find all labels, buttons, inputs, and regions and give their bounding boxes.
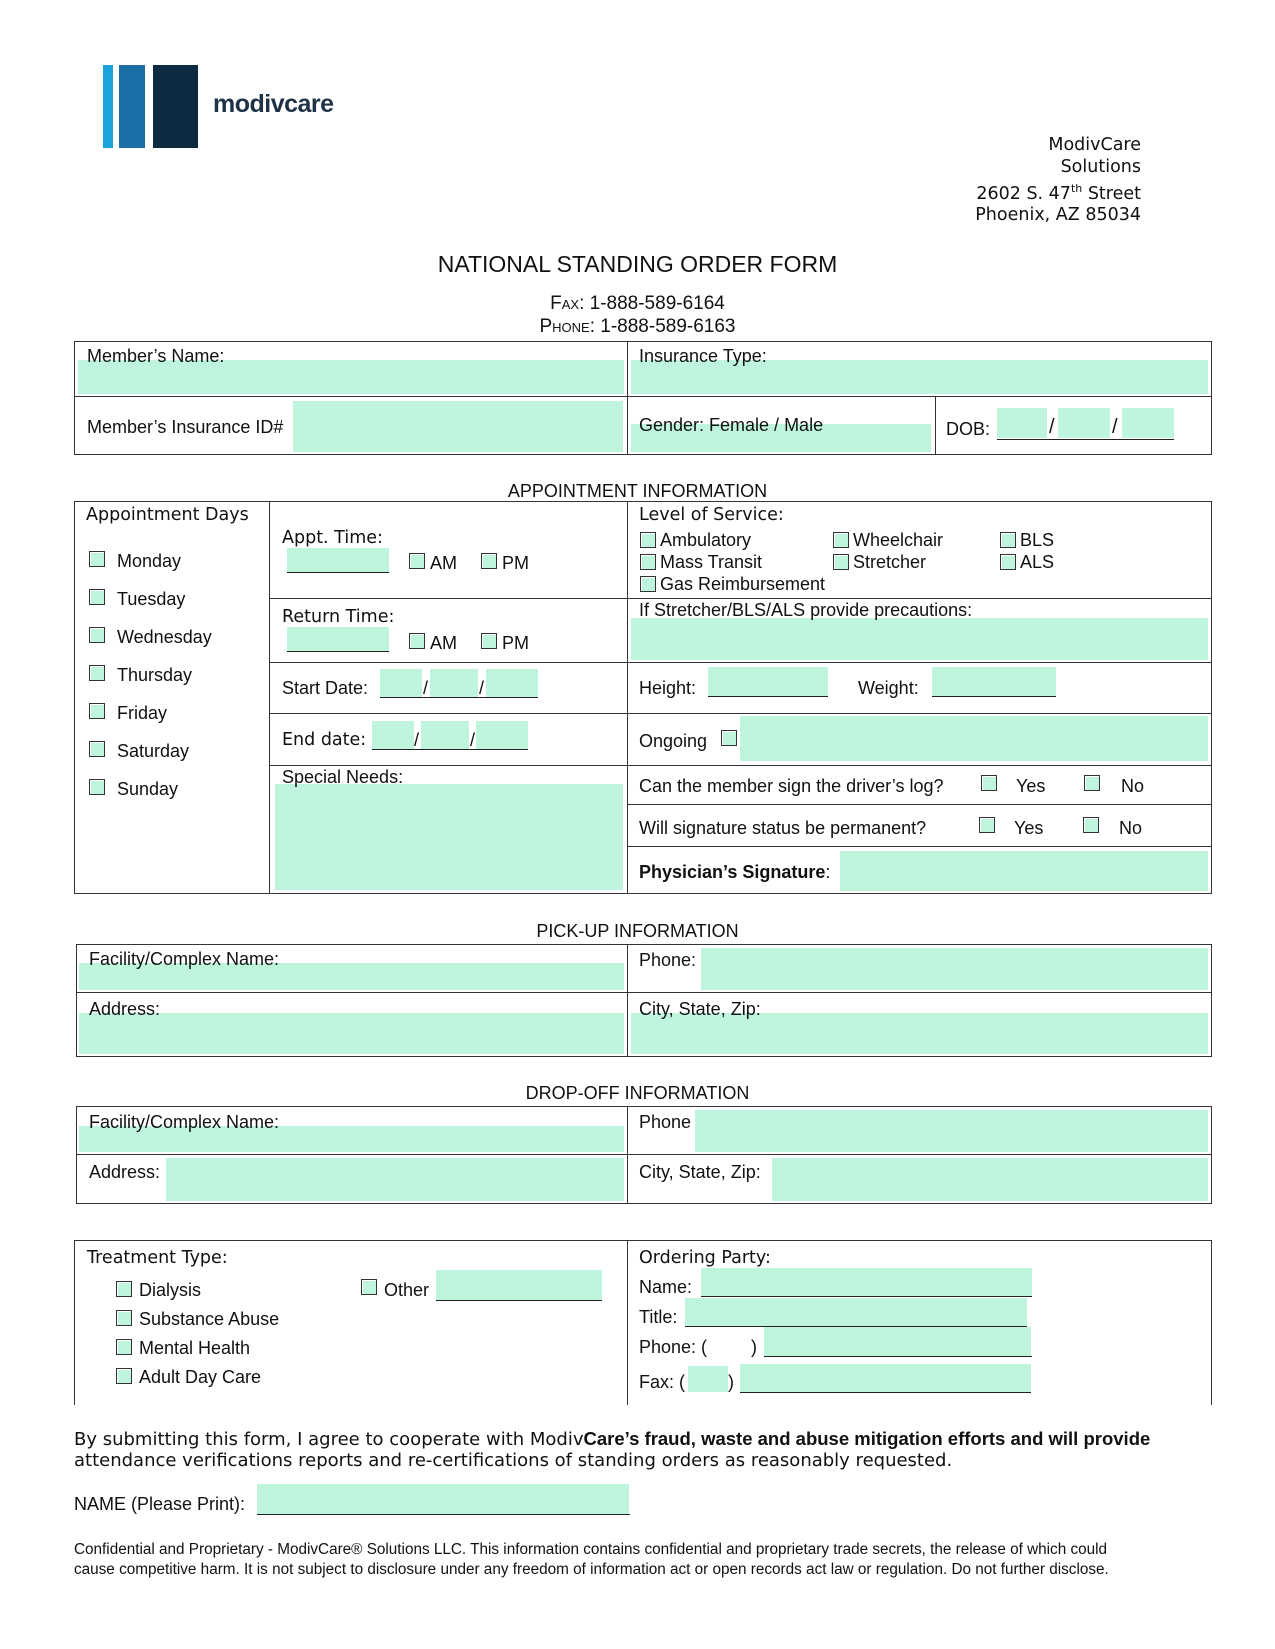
- adult-day-care-checkbox[interactable]: [116, 1368, 132, 1384]
- return-time-label: Return Time:: [282, 607, 395, 627]
- return-am-checkbox[interactable]: [409, 633, 425, 649]
- appt-am-checkbox[interactable]: [409, 553, 425, 569]
- substance-abuse-label: Substance Abuse: [139, 1309, 280, 1329]
- wheelchair-checkbox[interactable]: [833, 532, 849, 548]
- divider: [269, 598, 1212, 599]
- sunday-label: Sunday: [117, 779, 179, 799]
- dob-day-field[interactable]: [1058, 408, 1110, 438]
- ordering-phone-paren: ): [751, 1337, 757, 1357]
- dropoff-section-title: DROP-OFF INFORMATION: [525, 1083, 750, 1103]
- start-month-field[interactable]: [380, 669, 422, 697]
- sign-log-no-label: No: [1121, 776, 1145, 796]
- agreement-text-line2: attendance verifications reports and re-certifications of standing orders as reasonably requested.: [74, 1450, 953, 1471]
- print-name-label: NAME (Please Print):: [74, 1494, 246, 1514]
- start-date-underline: [380, 697, 538, 698]
- physician-signature-field[interactable]: [840, 851, 1208, 891]
- ordering-phone-label: Phone: (: [639, 1337, 708, 1357]
- sunday-checkbox[interactable]: [89, 779, 105, 795]
- company-address: [975, 135, 1141, 227]
- pickup-phone-label: Phone:: [639, 950, 697, 970]
- date-slash: /: [423, 678, 429, 698]
- dropoff-address-label: Address:: [89, 1162, 161, 1182]
- weight-underline: [932, 696, 1056, 697]
- precautions-label: If Stretcher/BLS/ALS provide precautions:: [639, 600, 973, 620]
- divider: [627, 944, 628, 1057]
- phone-line: Phone: 1-888-589-6163: [539, 316, 736, 337]
- logo-bar-light: [103, 65, 113, 148]
- physician-signature-label: Physician’s Signature:: [639, 862, 831, 882]
- address-line-2: Solutions: [1060, 156, 1141, 177]
- sign-log-no-checkbox[interactable]: [1084, 775, 1100, 791]
- substance-abuse-checkbox[interactable]: [116, 1310, 132, 1326]
- permanent-no-checkbox[interactable]: [1083, 817, 1099, 833]
- bls-checkbox[interactable]: [1000, 532, 1016, 548]
- print-name-field[interactable]: [257, 1484, 629, 1514]
- ongoing-label: Ongoing: [639, 731, 708, 751]
- special-needs-label: Special Needs:: [282, 767, 404, 787]
- dropoff-address-field[interactable]: [166, 1158, 624, 1201]
- appt-pm-label: PM: [502, 553, 529, 573]
- divider: [935, 396, 936, 455]
- height-underline: [708, 696, 828, 697]
- ordering-fax-label: Fax: (: [639, 1372, 686, 1392]
- dropoff-facility-label: Facility/Complex Name:: [89, 1112, 280, 1132]
- ordering-phone-field[interactable]: [764, 1327, 1031, 1356]
- divider: [269, 501, 270, 894]
- dialysis-label: Dialysis: [139, 1280, 202, 1300]
- friday-checkbox[interactable]: [89, 703, 105, 719]
- agreement-text-line1: By submitting this form, I agree to cooperate with ModivCare’s fraud, waste and abuse mitigation efforts and will provide: [74, 1428, 1151, 1450]
- logo-bar-dark: [153, 65, 198, 148]
- ordering-title-label: Title:: [639, 1307, 678, 1327]
- dialysis-checkbox[interactable]: [116, 1281, 132, 1297]
- dob-month-field[interactable]: [997, 408, 1047, 438]
- ambulatory-label: Ambulatory: [660, 530, 752, 550]
- height-field[interactable]: [708, 667, 828, 696]
- start-date-label: Start Date:: [282, 678, 369, 698]
- dropoff-phone-field[interactable]: [695, 1110, 1208, 1152]
- divider: [627, 341, 628, 455]
- divider: [269, 765, 1212, 766]
- company-logo: [103, 65, 198, 148]
- return-time-underline: [287, 651, 389, 652]
- end-date-label: End date:: [282, 730, 367, 750]
- permanent-no-label: No: [1119, 818, 1143, 838]
- return-time-field[interactable]: [287, 627, 389, 651]
- divider: [627, 1240, 628, 1405]
- ordering-fax-area-field[interactable]: [688, 1366, 728, 1392]
- ordering-name-label: Name:: [639, 1277, 693, 1297]
- other-underline: [436, 1300, 602, 1301]
- fax-line: Fax: 1-888-589-6164: [550, 293, 725, 314]
- mental-health-checkbox[interactable]: [116, 1339, 132, 1355]
- ordering-phone-underline: [764, 1356, 1032, 1357]
- pickup-phone-field[interactable]: [701, 948, 1208, 990]
- ordering-fax-underline: [740, 1392, 1031, 1393]
- wednesday-label: Wednesday: [117, 627, 212, 647]
- ambulatory-checkbox[interactable]: [640, 532, 656, 548]
- special-needs-field[interactable]: [275, 784, 623, 890]
- thursday-label: Thursday: [117, 665, 193, 685]
- insurance-type-label: Insurance Type:: [639, 346, 767, 366]
- ordering-name-underline: [701, 1296, 1032, 1297]
- ordering-party-label: Ordering Party:: [639, 1248, 771, 1268]
- als-checkbox[interactable]: [1000, 554, 1016, 570]
- dropoff-city-label: City, State, Zip:: [639, 1162, 761, 1182]
- divider: [627, 1106, 628, 1204]
- logo-bar-mid: [119, 65, 145, 148]
- pickup-address-field[interactable]: [79, 1013, 624, 1054]
- member-name-label: Member’s Name:: [87, 346, 225, 366]
- divider: [269, 713, 1212, 714]
- appointment-days-label: Appointment Days: [86, 505, 249, 525]
- appt-am-label: AM: [430, 553, 457, 573]
- weight-label: Weight:: [858, 678, 919, 698]
- address-line-1: ModivCare: [1048, 135, 1141, 155]
- address-line-4: Phoenix, AZ 85034: [975, 205, 1141, 226]
- divider: [76, 1154, 1212, 1155]
- insurance-id-label: Member’s Insurance ID#: [87, 417, 284, 437]
- dob-slash: /: [1112, 416, 1118, 438]
- pickup-city-field[interactable]: [631, 1013, 1208, 1054]
- thursday-checkbox[interactable]: [89, 665, 105, 681]
- divider: [627, 501, 628, 894]
- date-slash: /: [470, 730, 476, 750]
- insurance-id-field[interactable]: [293, 401, 623, 452]
- logo-text: modivcare: [213, 90, 334, 118]
- ordering-name-field[interactable]: [701, 1268, 1032, 1296]
- pickup-city-label: City, State, Zip:: [639, 999, 761, 1019]
- start-day-field[interactable]: [430, 669, 478, 697]
- dropoff-city-field[interactable]: [772, 1158, 1208, 1201]
- return-am-label: AM: [430, 633, 457, 653]
- mass-transit-checkbox[interactable]: [640, 554, 656, 570]
- permanent-yes-label: Yes: [1014, 818, 1044, 838]
- appt-time-field[interactable]: [287, 548, 389, 572]
- dob-slash: /: [1049, 416, 1055, 438]
- end-month-field[interactable]: [372, 721, 414, 749]
- other-field[interactable]: [436, 1270, 602, 1300]
- appt-pm-checkbox[interactable]: [481, 553, 497, 569]
- dob-year-field[interactable]: [1122, 408, 1174, 438]
- address-line-3: 2602 S. 47th Street: [976, 182, 1141, 204]
- permanent-question: Will signature status be permanent?: [639, 818, 927, 838]
- start-year-field[interactable]: [486, 669, 538, 697]
- divider: [627, 846, 1212, 847]
- bls-label: BLS: [1020, 530, 1055, 550]
- ongoing-field[interactable]: [740, 716, 1208, 761]
- divider: [76, 992, 1212, 993]
- ongoing-checkbox[interactable]: [721, 730, 737, 746]
- dob-label: DOB:: [946, 419, 991, 439]
- saturday-label: Saturday: [117, 741, 190, 761]
- return-pm-checkbox[interactable]: [481, 633, 497, 649]
- tuesday-checkbox[interactable]: [89, 589, 105, 605]
- mental-health-label: Mental Health: [139, 1338, 251, 1358]
- stretcher-label: Stretcher: [853, 552, 927, 572]
- pickup-address-label: Address:: [89, 999, 161, 1019]
- other-checkbox[interactable]: [361, 1279, 377, 1295]
- divider: [74, 396, 1212, 397]
- confidentiality-line1: Confidential and Proprietary - ModivCare® Solutions LLC. This information contains confidential and proprietary trade secrets, the release of which could: [74, 1541, 1108, 1558]
- level-of-service-label: Level of Service:: [639, 505, 784, 525]
- divider: [269, 662, 1212, 663]
- weight-field[interactable]: [932, 667, 1056, 696]
- ordering-fax-field[interactable]: [740, 1364, 1031, 1392]
- return-pm-label: PM: [502, 633, 529, 653]
- dropoff-phone-label: Phone: [639, 1112, 692, 1132]
- gender-label: Gender: Female / Male: [639, 415, 824, 435]
- date-slash: /: [479, 678, 485, 698]
- date-slash: /: [414, 730, 420, 750]
- height-label: Height:: [639, 678, 697, 698]
- permanent-yes-checkbox[interactable]: [979, 817, 995, 833]
- dob-underline: [997, 439, 1174, 440]
- monday-label: Monday: [117, 551, 182, 571]
- mass-transit-label: Mass Transit: [660, 552, 763, 572]
- gas-reimbursement-checkbox[interactable]: [640, 576, 656, 592]
- pickup-facility-label: Facility/Complex Name:: [89, 949, 280, 969]
- end-year-field[interactable]: [476, 721, 528, 749]
- end-day-field[interactable]: [421, 721, 469, 749]
- sign-log-yes-label: Yes: [1016, 776, 1046, 796]
- monday-checkbox[interactable]: [89, 551, 105, 567]
- sign-log-question: Can the member sign the driver’s log?: [639, 776, 944, 796]
- confidentiality-line2: cause competitive harm. It is not subject to disclosure under any freedom of information act or open records act law or regulation. Do not further disclose.: [74, 1561, 1109, 1578]
- appt-time-label: Appt. Time:: [282, 528, 383, 548]
- gas-reimbursement-label: Gas Reimbursement: [660, 574, 826, 594]
- stretcher-checkbox[interactable]: [833, 554, 849, 570]
- tuesday-label: Tuesday: [117, 589, 186, 609]
- treatment-type-label: Treatment Type:: [87, 1248, 228, 1268]
- print-name-underline: [257, 1514, 630, 1515]
- precautions-field[interactable]: [631, 618, 1208, 660]
- sign-log-yes-checkbox[interactable]: [981, 775, 997, 791]
- ordering-title-field[interactable]: [685, 1298, 1027, 1326]
- saturday-checkbox[interactable]: [89, 741, 105, 757]
- ordering-fax-paren: ): [728, 1372, 734, 1392]
- als-label: ALS: [1020, 552, 1055, 572]
- pickup-section-title: PICK-UP INFORMATION: [536, 921, 739, 941]
- friday-label: Friday: [117, 703, 168, 723]
- page-title: NATIONAL STANDING ORDER FORM: [437, 251, 838, 277]
- wednesday-checkbox[interactable]: [89, 627, 105, 643]
- appt-time-underline: [287, 572, 389, 573]
- other-label: Other: [384, 1280, 430, 1300]
- appointment-section-title: APPOINTMENT INFORMATION: [507, 481, 768, 501]
- adult-day-care-label: Adult Day Care: [139, 1367, 262, 1387]
- divider: [627, 804, 1212, 805]
- end-date-underline: [372, 749, 528, 750]
- wheelchair-label: Wheelchair: [853, 530, 944, 550]
